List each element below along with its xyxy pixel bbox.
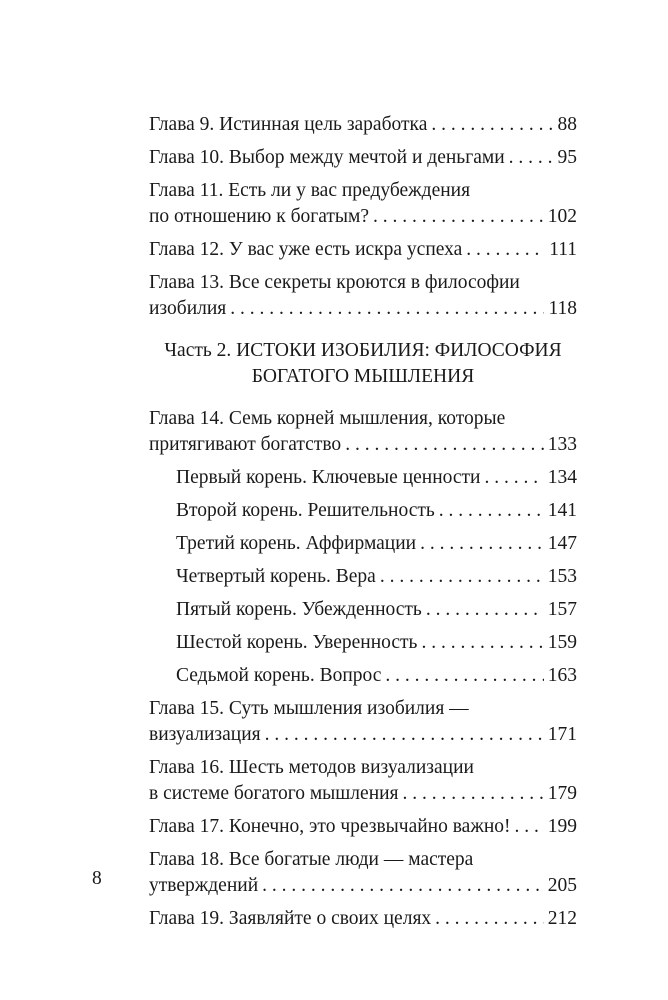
toc-entry-last-line bbox=[149, 237, 577, 263]
toc-entry bbox=[149, 178, 577, 230]
leader-dots bbox=[380, 564, 544, 590]
toc-entry-page-number: 171 bbox=[547, 724, 577, 745]
toc-entry-title: визуализация bbox=[149, 724, 261, 745]
toc-entry-page-number: 134 bbox=[547, 467, 577, 488]
toc-entry bbox=[149, 270, 577, 322]
leader-dots bbox=[439, 498, 544, 524]
toc-subsection-entry bbox=[149, 564, 577, 590]
leader-dots bbox=[230, 296, 544, 322]
leader-dots bbox=[515, 814, 544, 840]
toc-entry-chapter-14 bbox=[149, 406, 577, 458]
toc-entry-title: Пятый корень. Убежденность bbox=[176, 599, 422, 620]
toc-entry-last-line bbox=[149, 722, 577, 748]
leader-dots bbox=[403, 781, 544, 807]
toc-entry-title: Глава 9. Истинная цель заработка bbox=[149, 114, 428, 135]
part-heading-line-2: БОГАТОГО МЫШЛЕНИЯ bbox=[251, 366, 475, 387]
toc-entry bbox=[149, 112, 577, 138]
toc-entry-last-line bbox=[176, 465, 577, 491]
toc-entry-page-number: 179 bbox=[547, 783, 577, 804]
table-of-contents bbox=[149, 112, 577, 939]
leader-dots bbox=[265, 722, 544, 748]
toc-entry-page-number: 163 bbox=[547, 665, 577, 686]
leader-dots bbox=[385, 663, 543, 689]
toc-entry-last-line bbox=[176, 663, 577, 689]
toc-group-before bbox=[149, 112, 577, 322]
toc-entry bbox=[149, 145, 577, 171]
toc-entry-title-line: Глава 18. Все богатые люди — мастера bbox=[149, 849, 474, 870]
toc-subsection-entry bbox=[149, 531, 577, 557]
leader-dots bbox=[431, 112, 553, 138]
toc-entry-last-line bbox=[176, 630, 577, 656]
toc-entry bbox=[149, 755, 577, 807]
toc-entry-title: Глава 12. У вас уже есть искра успеха bbox=[149, 239, 463, 260]
toc-subsections bbox=[149, 465, 577, 689]
toc-subsection-entry bbox=[149, 663, 577, 689]
toc-entry-page-number: 141 bbox=[547, 500, 577, 521]
leader-dots bbox=[262, 873, 544, 899]
toc-entry bbox=[149, 847, 577, 899]
toc-entry-title: по отношению к богатым? bbox=[149, 206, 370, 227]
leader-dots bbox=[426, 597, 544, 623]
toc-entry-last-line bbox=[149, 781, 577, 807]
toc-entry-page-number: 102 bbox=[547, 206, 577, 227]
toc-subsection-entry bbox=[149, 630, 577, 656]
toc-entry-title-line: Глава 16. Шесть методов визуализации bbox=[149, 757, 474, 778]
toc-entry-last-line bbox=[149, 204, 577, 230]
toc-entry-title-line: Глава 11. Есть ли у вас предубеждения bbox=[149, 180, 471, 201]
toc-entry-title: притягивают богатство bbox=[149, 434, 342, 455]
toc-entry-last-line bbox=[149, 906, 577, 932]
part-heading-line-1: Часть 2. ИСТОКИ ИЗОБИЛИЯ: ФИЛОСОФИЯ bbox=[164, 340, 562, 361]
toc-entry bbox=[149, 237, 577, 263]
page-number-folio: 8 bbox=[92, 868, 102, 889]
toc-entry-last-line bbox=[176, 597, 577, 623]
toc-entry-last-line bbox=[176, 564, 577, 590]
toc-entry bbox=[149, 906, 577, 932]
toc-entry-page-number: 199 bbox=[547, 816, 577, 837]
toc-entry-title: Седьмой корень. Вопрос bbox=[176, 665, 382, 686]
toc-entry-last-line bbox=[176, 498, 577, 524]
leader-dots bbox=[485, 465, 544, 491]
toc-entry-title: Шестой корень. Уверенность bbox=[176, 632, 418, 653]
toc-subsection-entry bbox=[149, 597, 577, 623]
leader-dots bbox=[345, 432, 544, 458]
leader-dots bbox=[435, 906, 544, 932]
leader-dots bbox=[466, 237, 545, 263]
toc-entry-page-number: 159 bbox=[547, 632, 577, 653]
toc-entry-title-line: Глава 15. Суть мышления изобилия — bbox=[149, 698, 469, 719]
toc-entry-title: Глава 17. Конечно, это чрезвычайно важно! bbox=[149, 816, 511, 837]
toc-entry-last-line bbox=[176, 531, 577, 557]
toc-entry-page-number: 153 bbox=[547, 566, 577, 587]
toc-entry-last-line bbox=[149, 432, 577, 458]
toc-entry-last-line bbox=[149, 873, 577, 899]
leader-dots bbox=[509, 145, 554, 171]
toc-entry bbox=[149, 696, 577, 748]
toc-subsection-entry bbox=[149, 498, 577, 524]
leader-dots bbox=[373, 204, 544, 230]
toc-entry-page-number: 212 bbox=[547, 908, 577, 929]
toc-entry-title: Глава 10. Выбор между мечтой и деньгами bbox=[149, 147, 505, 168]
leader-dots bbox=[420, 531, 544, 557]
toc-entry-page-number: 95 bbox=[557, 147, 577, 168]
toc-entry bbox=[149, 814, 577, 840]
toc-entry-title: Первый корень. Ключевые ценности bbox=[176, 467, 481, 488]
toc-entry-page-number: 157 bbox=[547, 599, 577, 620]
toc-entry-title: Второй корень. Решительность bbox=[176, 500, 435, 521]
toc-entry-page-number: 118 bbox=[548, 298, 577, 319]
toc-entry-title: Глава 19. Заявляйте о своих целях bbox=[149, 908, 432, 929]
toc-entry-page-number: 133 bbox=[547, 434, 577, 455]
toc-entry-last-line bbox=[149, 112, 577, 138]
toc-entry-page-number: 111 bbox=[549, 239, 577, 260]
part-heading bbox=[149, 338, 577, 390]
toc-entry-last-line bbox=[149, 145, 577, 171]
toc-group-after bbox=[149, 696, 577, 932]
toc-entry-title-line: Глава 14. Семь корней мышления, которые bbox=[149, 408, 506, 429]
toc-entry-page-number: 88 bbox=[557, 114, 577, 135]
toc-entry-last-line bbox=[149, 814, 577, 840]
toc-entry-title-line: Глава 13. Все секреты кроются в философии bbox=[149, 272, 520, 293]
toc-entry-title: Третий корень. Аффирмации bbox=[176, 533, 417, 554]
toc-entry-title: изобилия bbox=[149, 298, 227, 319]
toc-entry-page-number: 205 bbox=[547, 875, 577, 896]
toc-entry-last-line bbox=[149, 296, 577, 322]
leader-dots bbox=[421, 630, 543, 656]
toc-subsection-entry bbox=[149, 465, 577, 491]
toc-entry-title: Четвертый корень. Вера bbox=[176, 566, 376, 587]
toc-entry-page-number: 147 bbox=[547, 533, 577, 554]
toc-entry-title: в системе богатого мышления bbox=[149, 783, 399, 804]
toc-entry-title: утверждений bbox=[149, 875, 259, 896]
